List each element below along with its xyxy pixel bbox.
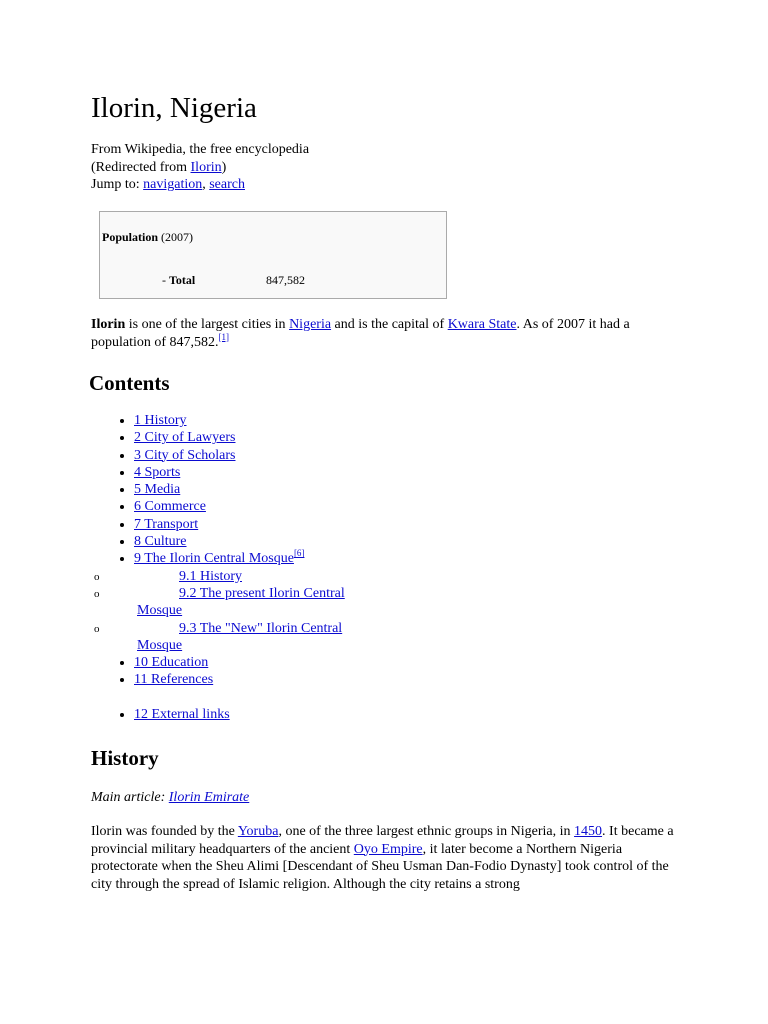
toc-link-city-of-lawyers[interactable]: 2 City of Lawyers [134,430,236,446]
toc-subitem [91,585,367,620]
infobox [99,211,447,299]
history-paragraph: Ilorin was founded by the Yoruba, one of the three largest ethnic groups in Nigeria, in 1450. It became a provincial military headquarters of the ancient Oyo Empire, it later become a Northern Nigeria protectorate when the Sheu Alimi [Descendant of Sheu Usman Dan-Fodio Dynasty] took control of the city through the spread of Islamic religion. Although the city retains a strong [91,824,674,892]
toc-item [134,706,554,723]
ilorin-emirate-link[interactable]: Ilorin Emirate [168,790,250,805]
toc-link-present-mosque[interactable]: 9.2 The present Ilorin Central Mosque [137,585,345,619]
toc-item [134,533,554,550]
ring-bullet-icon: o [94,622,100,635]
oyo-empire-link[interactable]: Oyo Empire [353,841,423,857]
toc-item [134,498,554,515]
toc-link-references[interactable]: 11 References [134,672,214,688]
infobox-total-label: - Total [162,273,196,287]
population-label: Population [102,230,159,244]
toc-link-mosque-history[interactable]: 9.1 History [179,568,242,584]
nigeria-link[interactable]: Nigeria [289,317,332,332]
site-sub: From Wikipedia, the free encyclopedia [91,142,310,157]
infobox-total-value: 847,582 [266,273,305,287]
toc-item [134,654,554,671]
main-article-note: Main article: Ilorin Emirate [91,790,250,805]
toc-link-history[interactable]: 1 History [134,413,187,428]
toc-item [94,548,554,654]
toc-link-external-links[interactable]: 12 External links [134,706,230,722]
toc-link-transport[interactable]: 7 Transport [134,516,199,532]
toc-link-new-mosque[interactable]: 9.3 The "New" Ilorin Central Mosque [137,620,343,653]
lead-subject: Ilorin [91,317,126,332]
toc-link-education[interactable]: 10 Education [134,655,209,671]
ref-link-6[interactable]: [6] [293,548,305,559]
ring-bullet-icon: o [94,587,100,600]
ref-link-1[interactable]: [1] [218,331,230,342]
infobox-population-row [102,229,193,247]
toc-link-culture[interactable]: 8 Culture [134,534,187,550]
jump-to: Jump to: navigation, search [91,177,245,192]
population-year: (2007) [158,230,194,244]
ring-bullet-icon: o [94,570,100,583]
redirect-link[interactable]: Ilorin [190,159,222,175]
toc-link-sports[interactable]: 4 Sports [134,464,181,480]
kwara-state-link[interactable]: Kwara State [447,317,517,332]
toc-item [134,516,554,533]
toc-item [134,481,554,498]
toc-item [134,429,554,446]
year-1450-link[interactable]: 1450 [574,824,603,839]
toc-item [134,447,554,464]
history-heading: History [91,746,159,770]
contents-heading: Contents [89,371,170,395]
toc-sublist [94,568,554,654]
toc-link-media[interactable]: 5 Media [134,482,181,498]
page-title: Ilorin, Nigeria [91,92,257,124]
toc-link-city-of-scholars[interactable]: 3 City of Scholars [134,447,236,463]
toc-subitem [91,568,367,585]
lead-paragraph: Ilorin is one of the largest cities in Nigeria and is the capital of Kwara State. As of 2007 it had a population of 847,582.[1] [91,317,630,350]
toc-item [134,412,554,429]
toc-link-commerce[interactable]: 6 Commerce [134,499,206,515]
yoruba-link[interactable]: Yoruba [237,824,279,839]
redirect-note: (Redirected from Ilorin) [91,159,227,175]
toc-link-central-mosque[interactable]: 9 The Ilorin Central Mosque [134,551,294,567]
toc-subitem [91,620,367,655]
toc-item [134,464,554,481]
article-meta [91,141,309,194]
toc-list [91,412,554,723]
jump-navigation-link[interactable]: navigation [143,177,203,192]
jump-search-link[interactable]: search [209,177,245,192]
toc-item [134,671,554,688]
